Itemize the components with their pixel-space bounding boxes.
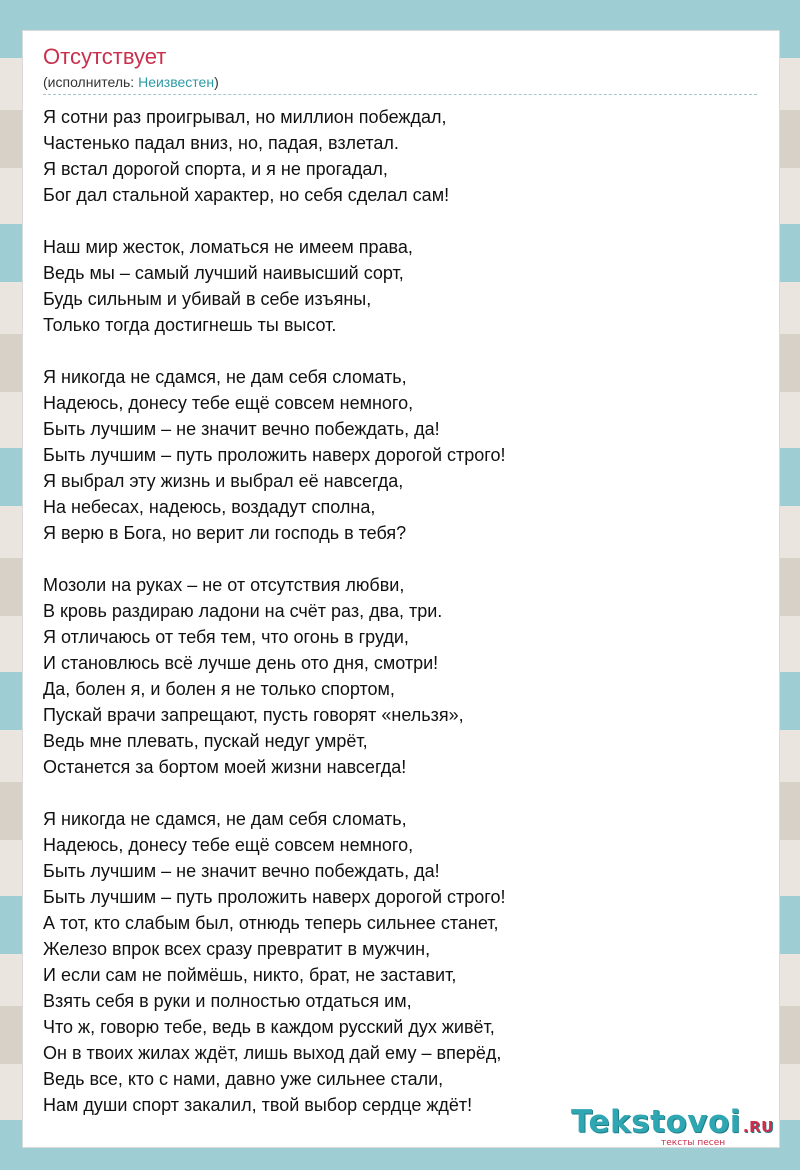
lyric-line: Ведь мы – самый лучший наивысший сорт,: [43, 263, 404, 283]
lyric-line: Быть лучшим – путь проложить наверх дорогой строго!: [43, 887, 506, 907]
lyric-line: В кровь раздираю ладони на счёт раз, два, три.: [43, 601, 443, 621]
lyric-line: Нам души спорт закалил, твой выбор сердце ждёт!: [43, 1095, 473, 1115]
lyric-line: Бог дал стальной характер, но себя сделал сам!: [43, 185, 450, 205]
artist-prefix: (исполнитель:: [43, 74, 139, 90]
lyric-line: Быть лучшим – не значит вечно побеждать, да!: [43, 419, 440, 439]
lyric-line: Я отличаюсь от тебя тем, что огонь в груди,: [43, 627, 409, 647]
lyric-line: Он в твоих жилах ждёт, лишь выход дай ему – вперёд,: [43, 1043, 502, 1063]
lyric-line: Железо впрок всех сразу превратит в мужчин,: [43, 939, 431, 959]
stanza-gap: [43, 546, 763, 572]
lyric-line: Я сотни раз проигрывал, но миллион побеждал,: [43, 107, 447, 127]
artist-line: [43, 73, 219, 91]
lyric-line: Останется за бортом моей жизни навсегда!: [43, 757, 407, 777]
stanza-gap: [43, 338, 763, 364]
lyrics-body: [43, 104, 763, 1118]
artist-link[interactable]: Неизвестен: [138, 74, 215, 90]
lyric-line: Ведь все, кто с нами, давно уже сильнее стали,: [43, 1069, 444, 1089]
lyric-line: И если сам не поймёшь, никто, брат, не заставит,: [43, 965, 457, 985]
lyric-line: Я никогда не сдамся, не дам себя сломать,: [43, 809, 407, 829]
lyric-line: Надеюсь, донесу тебе ещё совсем немного,: [43, 835, 414, 855]
lyric-line: Да, болен я, и болен я не только спортом,: [43, 679, 395, 699]
lyric-line: Взять себя в руки и полностью отдаться им,: [43, 991, 412, 1011]
stanza-gap: [43, 208, 763, 234]
lyric-line: Что ж, говорю тебе, ведь в каждом русский дух живёт,: [43, 1017, 495, 1037]
logo-tld: .RU: [742, 1118, 774, 1136]
lyrics-card: [22, 30, 780, 1148]
logo-tagline: тексты песен: [661, 1138, 726, 1148]
lyric-line: На небесах, надеюсь, воздадут сполна,: [43, 497, 376, 517]
lyric-line: Будь сильным и убивай в себе изъяны,: [43, 289, 372, 309]
lyric-line: Надеюсь, донесу тебе ещё совсем немного,: [43, 393, 414, 413]
lyric-line: А тот, кто слабым был, отнюдь теперь сильнее станет,: [43, 913, 499, 933]
lyric-line: Я выбрал эту жизнь и выбрал её навсегда,: [43, 471, 404, 491]
lyric-line: Я никогда не сдамся, не дам себя сломать,: [43, 367, 407, 387]
site-logo[interactable]: [571, 1104, 781, 1148]
lyric-line: Пускай врачи запрещают, пусть говорят «нельзя»,: [43, 705, 464, 725]
stanza-gap: [43, 780, 763, 806]
lyric-line: Только тогда достигнешь ты высот.: [43, 315, 337, 335]
lyric-line: Быть лучшим – не значит вечно побеждать, да!: [43, 861, 440, 881]
logo-name: Tekstovoi: [571, 1104, 741, 1140]
lyric-line: Быть лучшим – путь проложить наверх дорогой строго!: [43, 445, 506, 465]
lyric-line: Мозоли на руках – не от отсутствия любви,: [43, 575, 405, 595]
song-title: Отсутствует: [43, 44, 167, 69]
lyric-line: Я верю в Бога, но верит ли господь в тебя?: [43, 523, 407, 543]
artist-suffix: ): [214, 74, 219, 90]
lyric-line: Наш мир жесток, ломаться не имеем права,: [43, 237, 413, 257]
header-divider: [43, 94, 757, 95]
lyric-line: И становлюсь всё лучше день ото дня, смотри!: [43, 653, 439, 673]
lyric-line: Я встал дорогой спорта, и я не прогадал,: [43, 159, 388, 179]
lyric-line: Частенько падал вниз, но, падая, взлетал.: [43, 133, 399, 153]
lyric-line: Ведь мне плевать, пускай недуг умрёт,: [43, 731, 368, 751]
